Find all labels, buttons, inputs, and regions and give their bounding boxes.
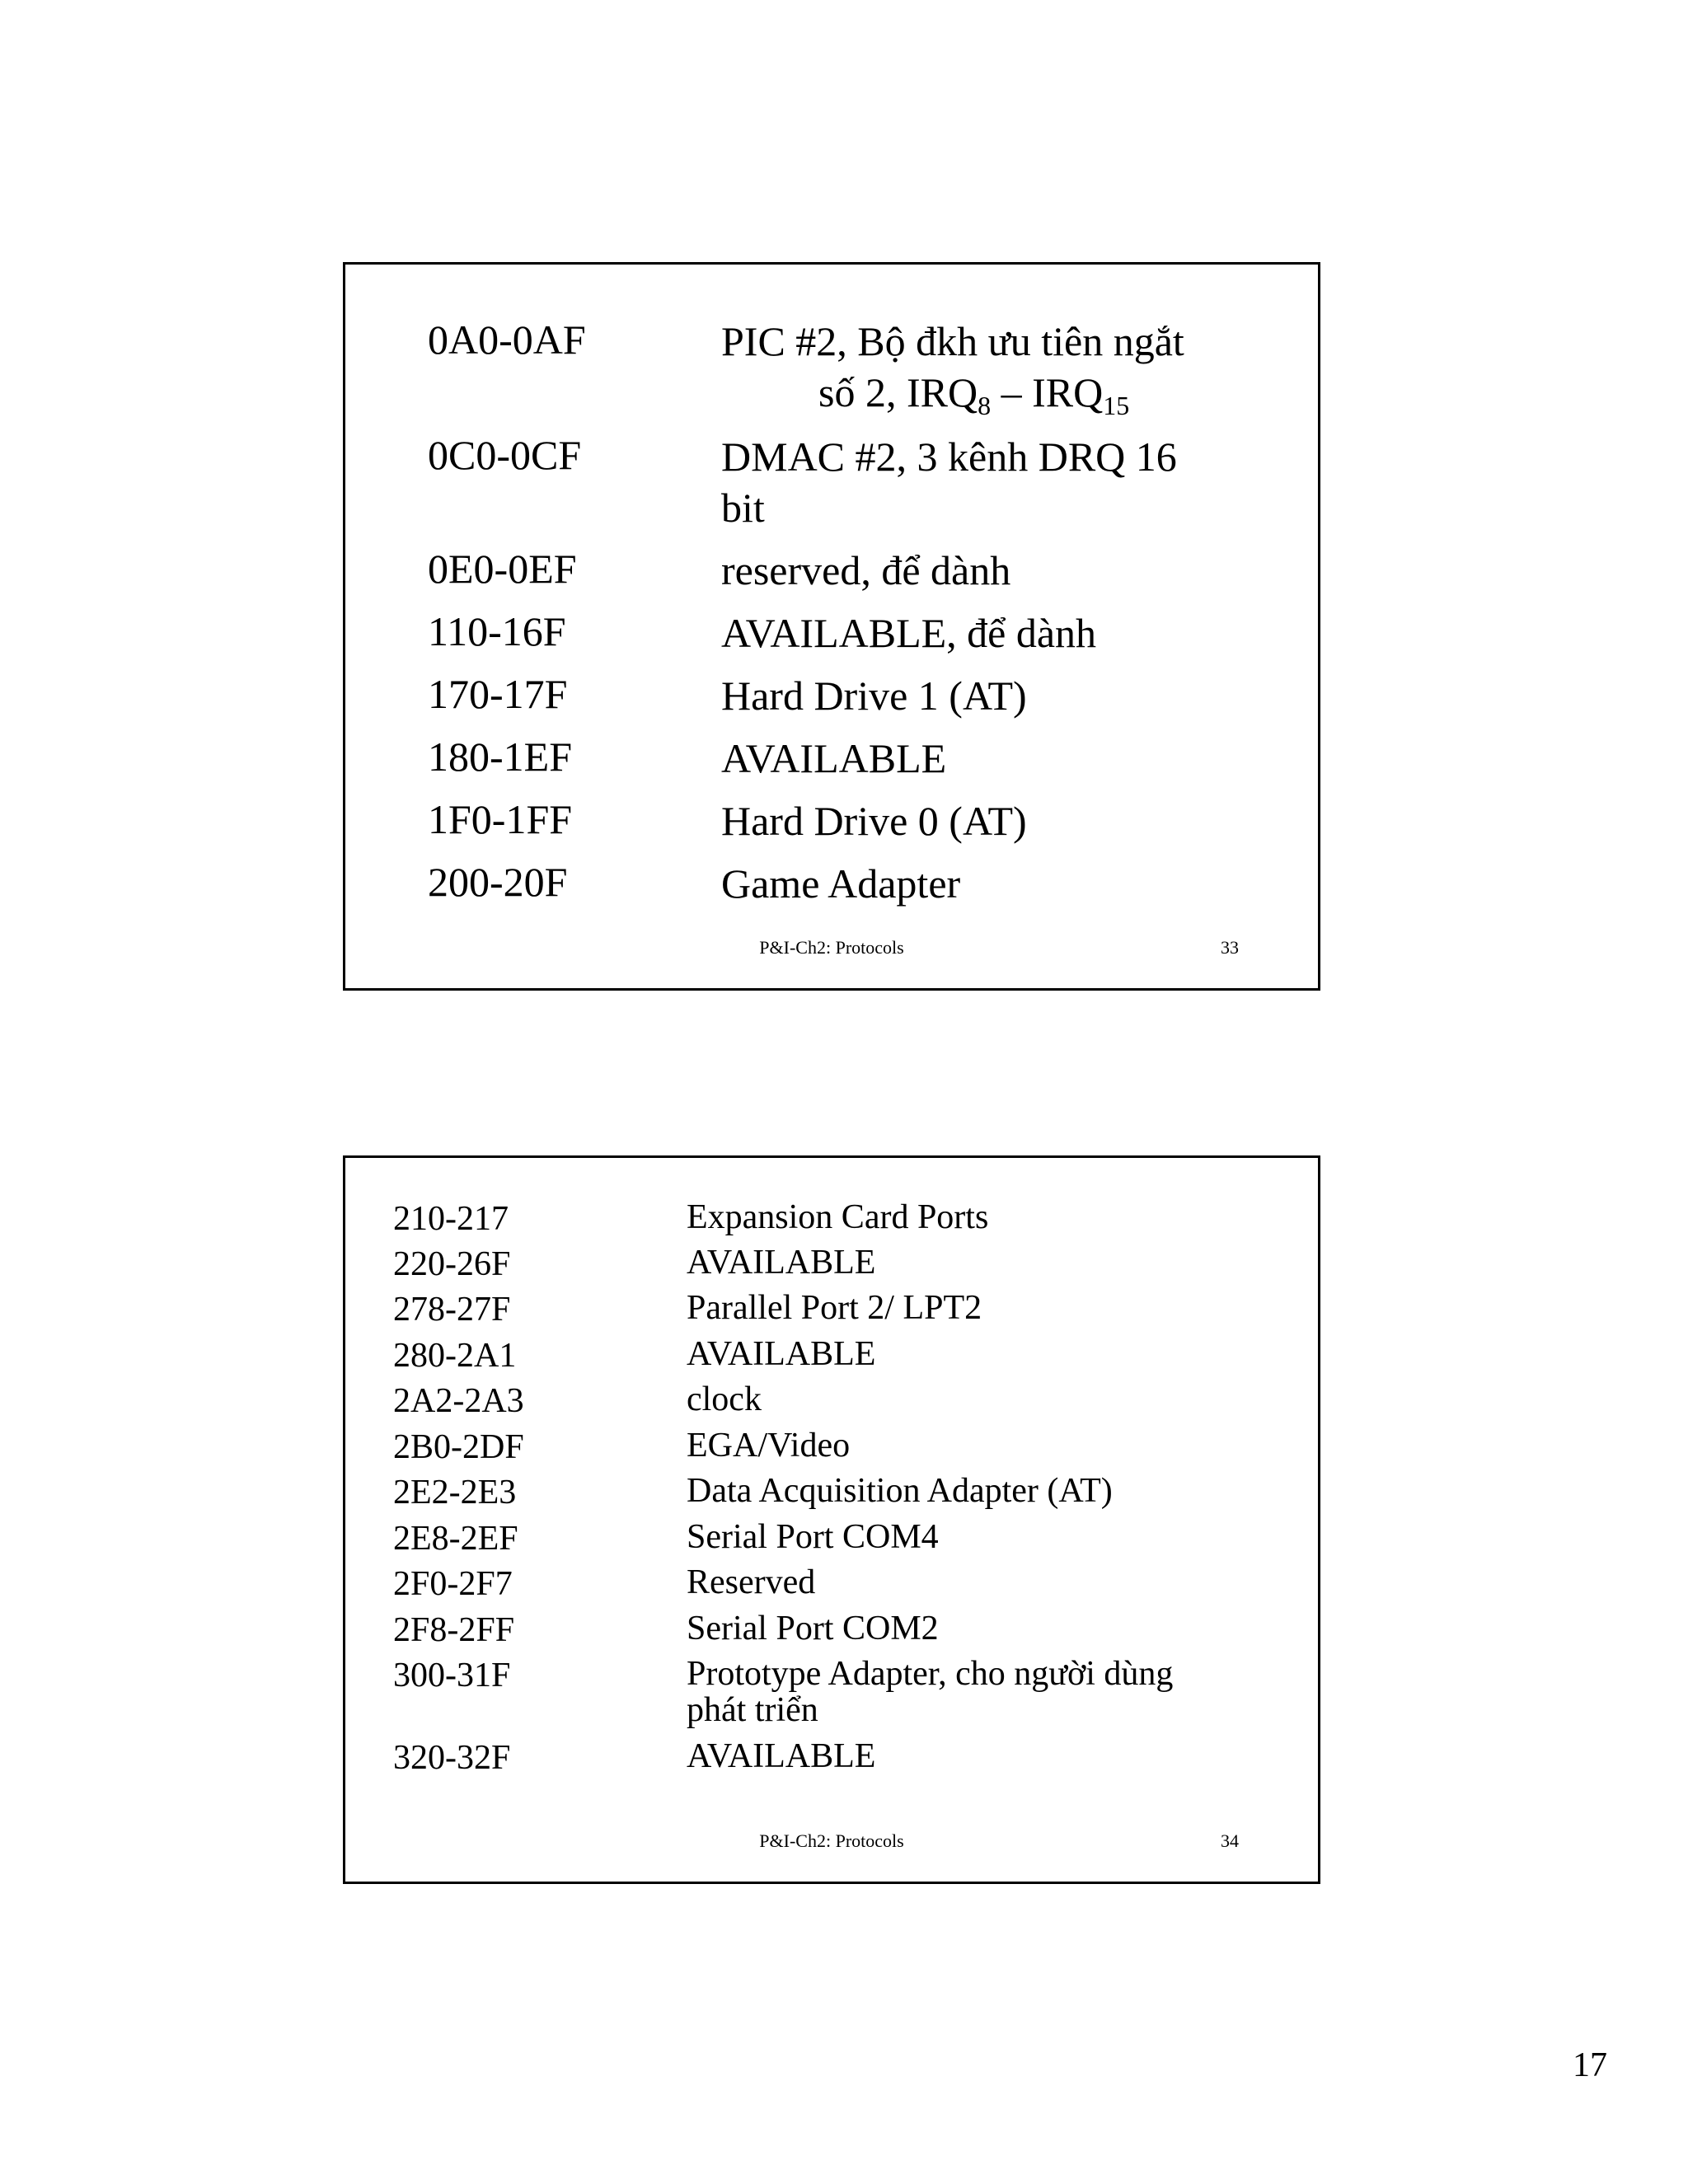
description: [721, 316, 1184, 418]
description: Serial Port COM2: [687, 1610, 939, 1647]
description: AVAILABLE: [687, 1335, 876, 1373]
address-range: 2F0-2F7: [393, 1565, 513, 1603]
address-range: 210-217: [393, 1200, 509, 1238]
address-range: 2A2-2A3: [393, 1382, 524, 1420]
description: AVAILABLE, để dành: [721, 610, 1097, 656]
address-range: 110-16F: [428, 608, 566, 654]
address-range: 180-1EF: [428, 733, 572, 780]
description: reserved, để dành: [721, 547, 1011, 593]
address-range: 2E8-2EF: [393, 1520, 518, 1558]
address-range: 0C0-0CF: [428, 432, 582, 478]
description-line1: PIC #2, Bộ đkh ưu tiên ngắt: [721, 318, 1184, 364]
address-range: 280-2A1: [393, 1337, 517, 1375]
address-range: 2E2-2E3: [393, 1474, 517, 1511]
description: EGA/Video: [687, 1427, 851, 1465]
description-line2: phát triển: [687, 1691, 818, 1729]
description: Reserved: [687, 1563, 816, 1601]
description-line2: số 2, $IRQ_8 - IRQ_{15}$: [818, 369, 1130, 420]
description-line2: bit: [721, 485, 765, 531]
description-line1: DMAC #2, 3 kênh DRQ 16: [721, 434, 1177, 480]
description: clock: [687, 1380, 762, 1418]
slide-footer: P&I-Ch2: Protocols: [759, 937, 904, 958]
address-range: 2B0-2DF: [393, 1428, 524, 1466]
description: AVAILABLE: [687, 1737, 876, 1775]
description: Game Adapter: [721, 860, 961, 907]
address-range: 320-32F: [393, 1739, 511, 1777]
address-range: 170-17F: [428, 671, 568, 717]
description: AVAILABLE: [721, 735, 947, 781]
slide-footer: P&I-Ch2: Protocols: [759, 1830, 904, 1851]
address-range: 278-27F: [393, 1291, 511, 1329]
description: Expansion Card Ports: [687, 1198, 989, 1236]
description: Serial Port COM4: [687, 1518, 939, 1556]
slide-number: 33: [1221, 937, 1239, 958]
description: [721, 431, 1177, 533]
address-range: 2F8-2FF: [393, 1611, 515, 1649]
description: AVAILABLE: [687, 1244, 876, 1282]
slide-number: 34: [1221, 1830, 1239, 1851]
address-range: 1F0-1FF: [428, 796, 573, 842]
address-range: 0E0-0EF: [428, 546, 577, 592]
description: Hard Drive 0 (AT): [721, 798, 1027, 844]
description: Parallel Port 2/ LPT2: [687, 1289, 982, 1327]
address-range: 220-26F: [393, 1245, 511, 1283]
slide-34: [343, 1155, 1320, 1884]
description-line1: Prototype Adapter, cho người dùng: [687, 1655, 1174, 1693]
address-range: 300-31F: [393, 1657, 511, 1694]
address-range: 0A0-0AF: [428, 316, 586, 363]
description: Data Acquisition Adapter (AT): [687, 1472, 1113, 1510]
description: Hard Drive 1 (AT): [721, 673, 1027, 719]
slide-33: [343, 262, 1320, 991]
page-number: 17: [1573, 2046, 1607, 2084]
address-range: 200-20F: [428, 859, 568, 905]
description: [687, 1656, 1173, 1728]
